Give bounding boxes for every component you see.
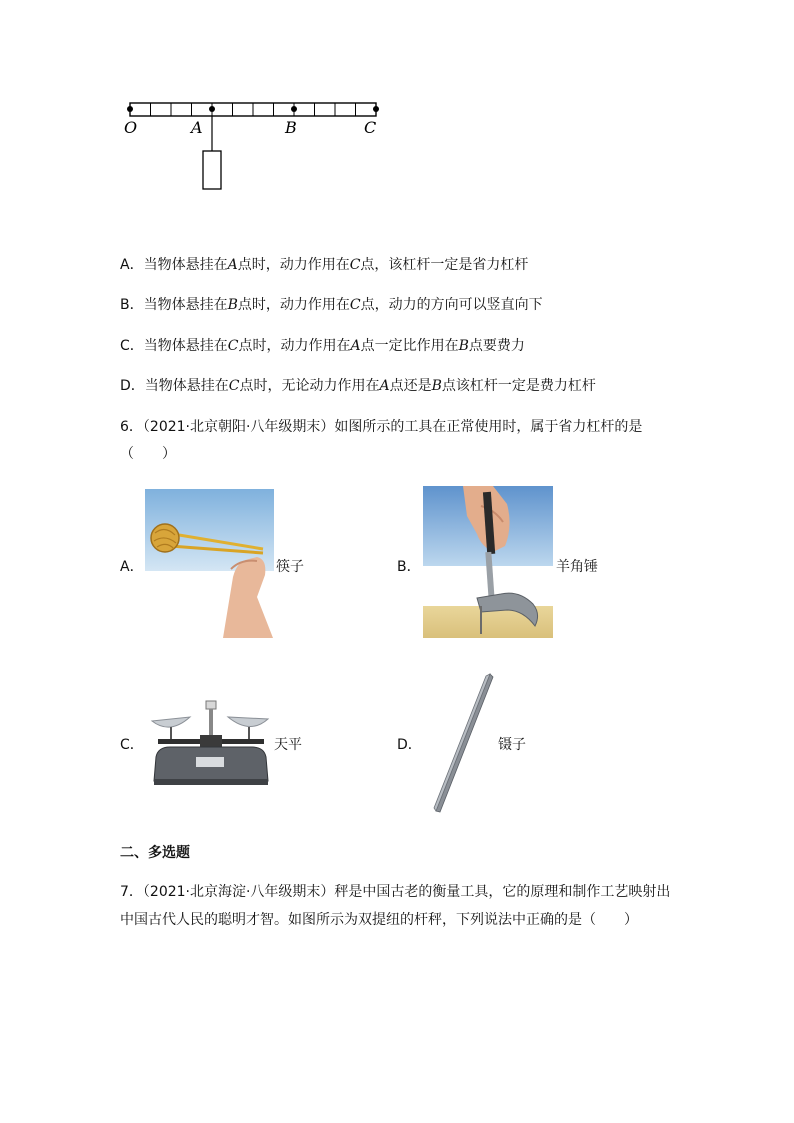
point-c	[373, 106, 379, 112]
q6-option-d-caption: 镊子	[498, 737, 526, 753]
q5-option-a[interactable]: A．当物体悬挂在A点时，动力作用在C点，该杠杆一定是省力杠杆	[120, 257, 529, 273]
pivot-point-o	[127, 106, 133, 112]
q5-option-b[interactable]: B．当物体悬挂在B点时，动力作用在C点，动力的方向可以竖直向下	[120, 297, 543, 313]
label-o: O	[124, 118, 138, 137]
q6-option-c-label[interactable]: C．	[120, 737, 144, 753]
lever-diagram	[118, 96, 388, 196]
label-c: C	[364, 118, 377, 137]
point-b	[291, 106, 297, 112]
q6-option-a-label[interactable]: A．	[120, 559, 144, 575]
q6-option-c-caption: 天平	[274, 737, 302, 753]
point-a	[209, 106, 215, 112]
section-title-multiple-choice: 二、多选题	[120, 845, 190, 861]
tweezers-image	[430, 672, 496, 814]
q6-option-b-caption: 羊角锤	[556, 559, 598, 575]
claw-hammer-image	[423, 486, 553, 638]
q6-option-a-caption: 筷子	[276, 559, 304, 575]
q6-option-b-label[interactable]: B．	[397, 559, 421, 575]
chopsticks-image	[145, 489, 274, 638]
q6-stem: 6．（2021·北京朝阳·八年级期末）如图所示的工具在正常使用时，属于省力杠杆的是	[120, 419, 643, 435]
q6-option-d-label[interactable]: D．	[397, 737, 422, 753]
label-b: B	[285, 118, 297, 137]
q6-stem-bracket: （ ）	[120, 446, 176, 462]
balance-scale-image	[150, 695, 272, 787]
q5-option-c[interactable]: C．当物体悬挂在C点时，动力作用在A点一定比作用在B点要费力	[120, 338, 525, 354]
label-a: A	[191, 118, 203, 137]
q5-option-d[interactable]: D．当物体悬挂在C点时，无论动力作用在A点还是B点该杠杆一定是费力杠杆	[120, 378, 596, 394]
q7-stem-line1: 7．（2021·北京海淀·八年级期末）秤是中国古老的衡量工具，它的原理和制作工艺映射出	[120, 884, 671, 900]
q7-stem-line2: 中国古代人民的聪明才智。如图所示为双提纽的杆秤，下列说法中正确的是（ ）	[120, 912, 638, 928]
hanging-weight	[203, 151, 221, 189]
